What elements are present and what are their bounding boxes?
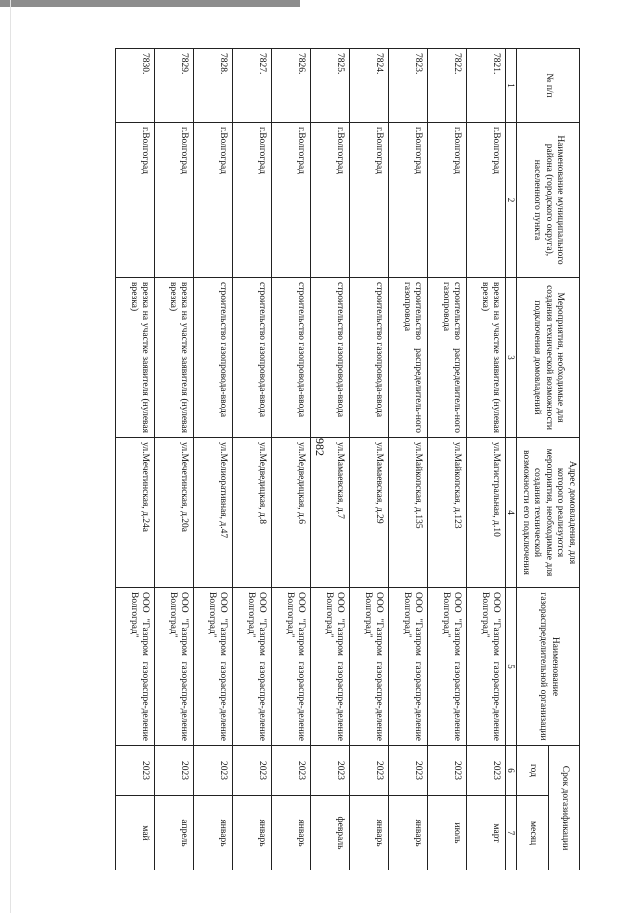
header-address: Адрес домовладения, для которого реализуются мероприятия, необходимые для создания технической возможности его подключения: [517, 438, 580, 588]
row-number: 7824.: [350, 49, 389, 123]
table-row: [116, 49, 155, 871]
table-row: [155, 49, 194, 871]
row-org: ООО "Газпром газораспре-деление Волгоград": [350, 588, 389, 746]
row-year: 2023: [311, 746, 350, 796]
header-year: год: [517, 746, 548, 796]
table-row: [467, 49, 506, 871]
table-row: [311, 49, 350, 871]
row-address: ул.Мамаевская, д.29: [350, 438, 389, 588]
table-row: [272, 49, 311, 871]
row-measure: врезка на участке заявителя (нулевая врезка): [467, 278, 506, 438]
row-address: ул.Майкопская, д.135: [389, 438, 428, 588]
row-month: январь: [272, 796, 311, 871]
header-measures: Мероприятия, необходимые для создания технической возможности подключения домовладений: [517, 278, 580, 438]
row-org: ООО "Газпром газораспре-деление Волгоград": [428, 588, 467, 746]
row-district: г.Волгоград: [155, 123, 194, 278]
row-district: г.Волгоград: [194, 123, 233, 278]
row-district: г.Волгоград: [389, 123, 428, 278]
row-address: ул.Медведицкая, д.8: [233, 438, 272, 588]
row-measure: строительство газопровода-ввода: [233, 278, 272, 438]
column-number: 3: [506, 278, 517, 438]
row-number: 7826.: [272, 49, 311, 123]
table-row: [350, 49, 389, 871]
row-number: 7825.: [311, 49, 350, 123]
row-month: январь: [389, 796, 428, 871]
row-number: 7830.: [116, 49, 155, 123]
row-measure: строительство газопровода-ввода: [350, 278, 389, 438]
column-number: 5: [506, 588, 517, 746]
column-number: 2: [506, 123, 517, 278]
row-org: ООО "Газпром газораспре-деление Волгоград": [467, 588, 506, 746]
row-address: ул.Медведицкая, д.6: [272, 438, 311, 588]
row-year: 2023: [428, 746, 467, 796]
row-district: г.Волгоград: [116, 123, 155, 278]
scan-artifact-bar: [0, 0, 300, 7]
row-measure: строительство газопровода-ввода: [311, 278, 350, 438]
row-org: ООО "Газпром газораспре-деление Волгоград": [233, 588, 272, 746]
row-district: г.Волгоград: [272, 123, 311, 278]
header-district: Наименование муниципального района (городского округа), населенного пункта: [517, 123, 580, 278]
row-org: ООО "Газпром газораспре-деление Волгоград": [155, 588, 194, 746]
row-district: г.Волгоград: [467, 123, 506, 278]
row-month: январь: [350, 796, 389, 871]
table-row: [428, 49, 467, 871]
row-year: 2023: [116, 746, 155, 796]
row-number: 7821.: [467, 49, 506, 123]
table-row: [389, 49, 428, 871]
row-month: май: [116, 796, 155, 871]
row-month: февраль: [311, 796, 350, 871]
column-number-row: [506, 49, 517, 871]
row-month: апрель: [155, 796, 194, 871]
row-number: 7822.: [428, 49, 467, 123]
row-org: ООО "Газпром газораспре-деление Волгоград": [389, 588, 428, 746]
row-org: ООО "Газпром газораспре-деление Волгоград": [311, 588, 350, 746]
row-address: ул.Майкопская, д.123: [428, 438, 467, 588]
table-viewport: [60, 48, 580, 870]
row-address: ул.Магистральная, д.10: [467, 438, 506, 588]
rotated-page: [60, 48, 580, 870]
scan-edge-line: [10, 0, 11, 913]
row-year: 2023: [350, 746, 389, 796]
row-year: 2023: [272, 746, 311, 796]
row-district: г.Волгоград: [350, 123, 389, 278]
header-month: месяц: [517, 796, 548, 871]
row-org: ООО "Газпром газораспре-деление Волгоград": [116, 588, 155, 746]
row-measure: строительство газопровода-ввода: [272, 278, 311, 438]
column-number: 4: [506, 438, 517, 588]
row-year: 2023: [194, 746, 233, 796]
column-number: 6: [506, 746, 517, 796]
row-year: 2023: [467, 746, 506, 796]
row-number: 7823.: [389, 49, 428, 123]
row-number: 7827.: [233, 49, 272, 123]
table-row: [194, 49, 233, 871]
row-org: ООО "Газпром газораспре-деление Волгоград": [272, 588, 311, 746]
row-month: январь: [233, 796, 272, 871]
row-measure: строительство распределитель-ного газопровода: [428, 278, 467, 438]
row-year: 2023: [389, 746, 428, 796]
row-district: г.Волгоград: [428, 123, 467, 278]
row-year: 2023: [155, 746, 194, 796]
row-measure: врезка на участке заявителя (нулевая врезка): [116, 278, 155, 438]
row-measure: врезка на участке заявителя (нулевая врезка): [155, 278, 194, 438]
gasification-table: [115, 48, 580, 870]
row-address: ул.Мамаевская, д.7: [311, 438, 350, 588]
row-address: ул.Мелиоративная, д.47: [194, 438, 233, 588]
page-number: 982: [313, 438, 327, 456]
column-number: 7: [506, 796, 517, 871]
row-number: 7829.: [155, 49, 194, 123]
header-num: № п/п: [517, 49, 580, 123]
row-address: ул.Мечетинская, д.20а: [155, 438, 194, 588]
row-month: март: [467, 796, 506, 871]
row-address: ул.Мечетинская, д.24а: [116, 438, 155, 588]
row-district: г.Волгоград: [311, 123, 350, 278]
row-month: январь: [194, 796, 233, 871]
table-row: [233, 49, 272, 871]
row-org: ООО "Газпром газораспре-деление Волгоград": [194, 588, 233, 746]
row-month: июль: [428, 796, 467, 871]
header-term: Срок догазификации: [548, 746, 579, 871]
row-number: 7828.: [194, 49, 233, 123]
row-measure: строительство распределитель-ного газопровода: [389, 278, 428, 438]
header-org: Наименование газораспределительной организации: [517, 588, 580, 746]
row-measure: строительство газопровода-ввода: [194, 278, 233, 438]
row-district: г.Волгоград: [233, 123, 272, 278]
row-year: 2023: [233, 746, 272, 796]
column-number: 1: [506, 49, 517, 123]
